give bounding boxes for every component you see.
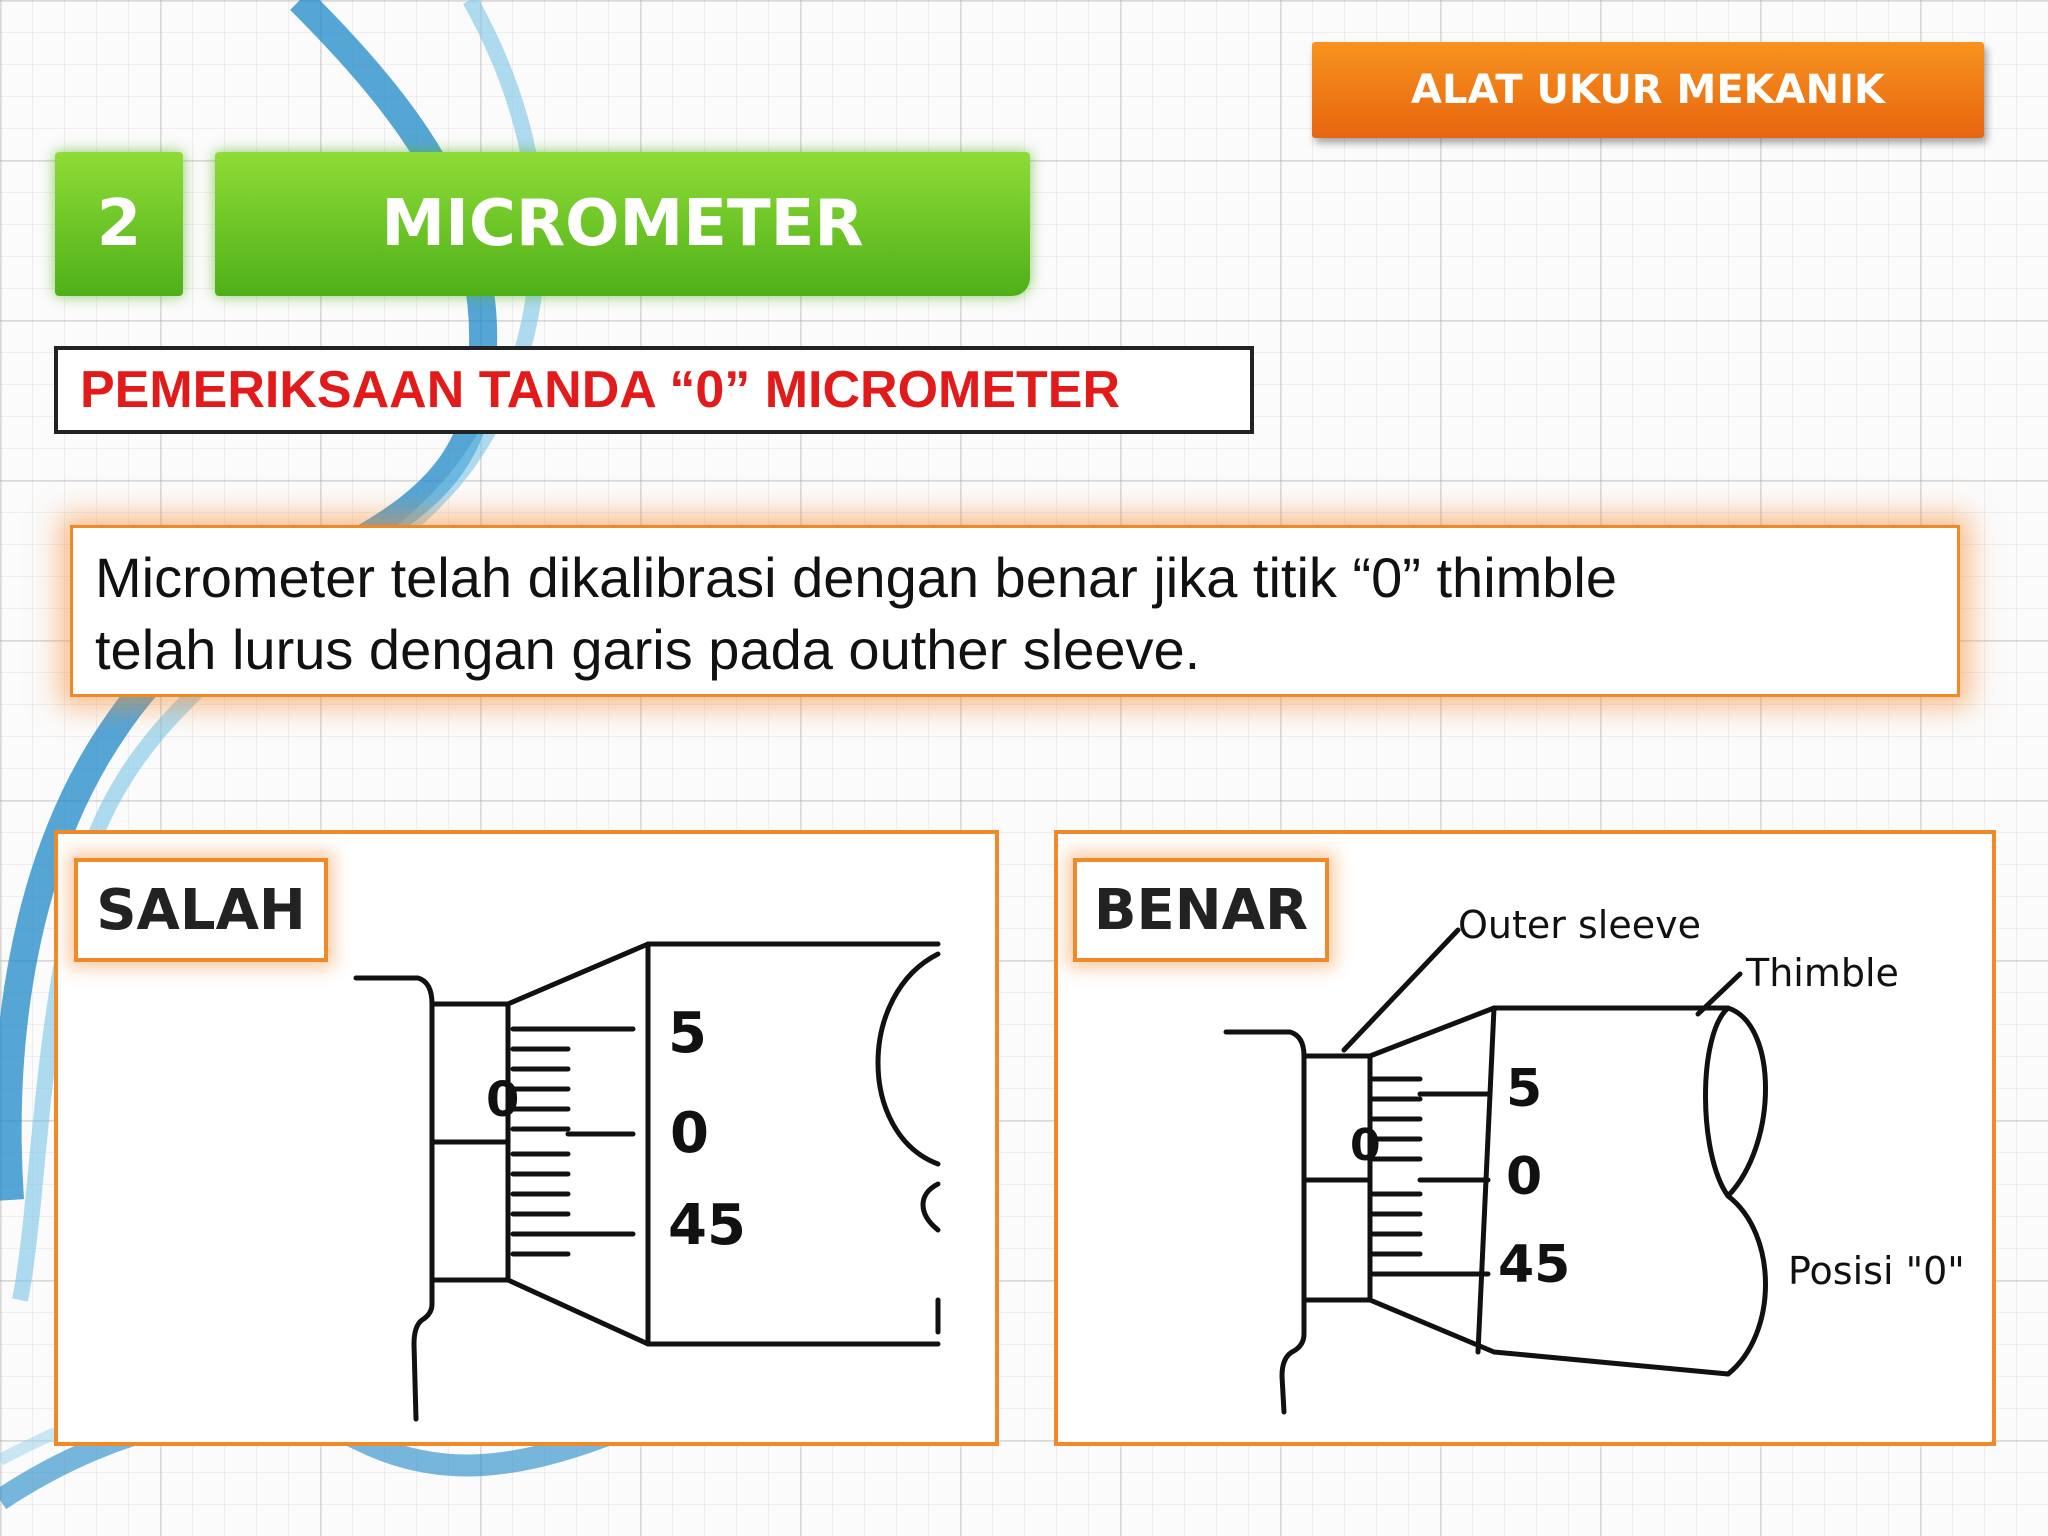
thimble-number-45: 45	[668, 1193, 746, 1258]
thimble-number-5: 5	[668, 1001, 707, 1066]
thimble-number-0: 0	[1506, 1147, 1543, 1207]
description-box	[70, 525, 1960, 697]
thimble-callout: Thimble	[1746, 951, 1899, 995]
wrong-label: SALAH	[74, 858, 328, 962]
outer-sleeve-callout: Outer sleeve	[1458, 903, 1701, 947]
subtitle-text: PEMERIKSAAN TANDA “0” MICROMETER	[80, 361, 1121, 419]
description-line-2: telah lurus dengan garis pada outher sleeve.	[95, 618, 1201, 681]
thimble-number-0: 0	[670, 1101, 709, 1166]
subtitle-heading	[54, 346, 1254, 434]
correct-label: BENAR	[1073, 858, 1329, 962]
thimble-number-5: 5	[1506, 1059, 1543, 1119]
section-number: 2	[55, 152, 183, 296]
section-tag: ALAT UKUR MEKANIK	[1312, 42, 1984, 138]
sleeve-zero-label: 0	[1350, 1120, 1381, 1171]
description-line-1: Micrometer telah dikalibrasi dengan benar jika titik “0” thimble	[95, 546, 1618, 609]
zero-position-note: Posisi "0"	[1788, 1249, 1965, 1293]
thimble-number-45: 45	[1498, 1235, 1571, 1295]
sleeve-zero-label: 0	[486, 1072, 520, 1128]
page-title: MICROMETER	[215, 152, 1030, 296]
